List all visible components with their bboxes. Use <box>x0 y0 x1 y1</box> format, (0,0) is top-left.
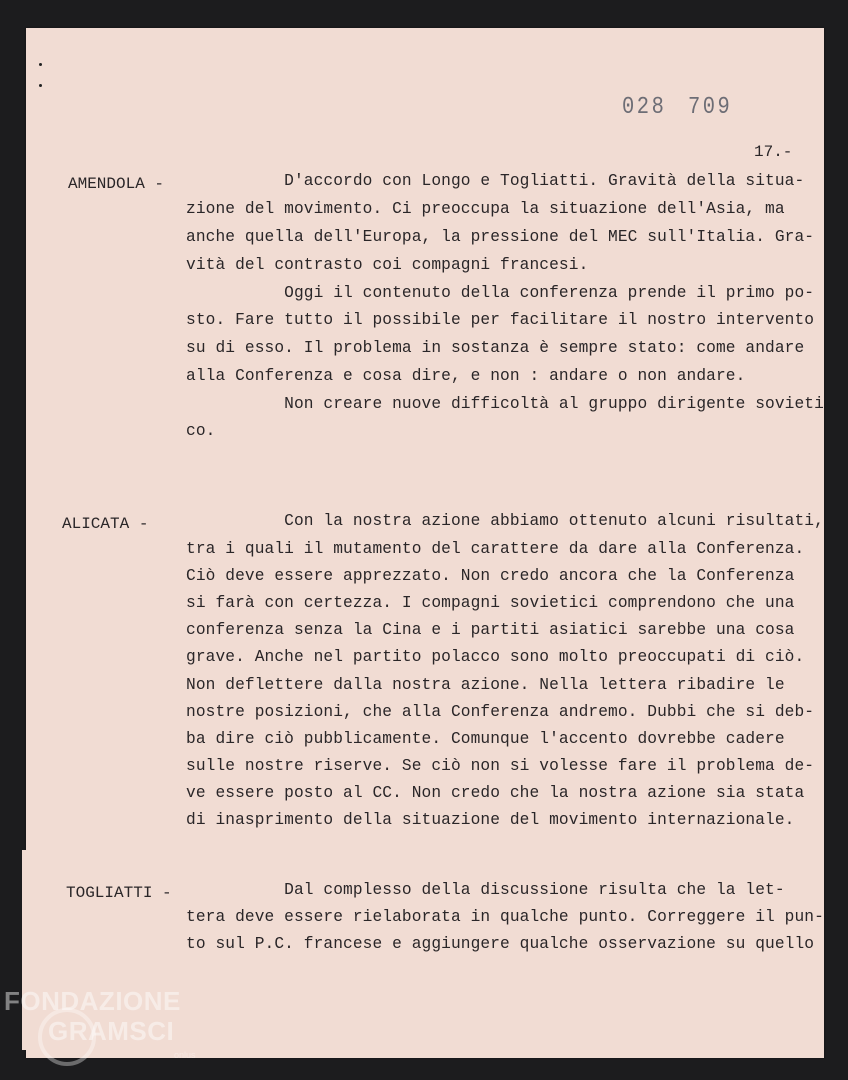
text-line: conferenza senza la Cina e i partiti asiatici sarebbe una cosa <box>186 621 795 639</box>
text-line: tera deve essere rielaborata in qualche punto. Correggere il pun- <box>186 908 824 926</box>
logo-line2: GRAMSCI <box>48 1016 175 1046</box>
text-line: vità del contrasto coi compagni francesi. <box>186 256 589 274</box>
text-line: co. <box>186 422 216 440</box>
text-line: D'accordo con Longo e Togliatti. Gravità della situa- <box>186 172 805 190</box>
text-line: Non creare nuove difficoltà al gruppo dirigente sovieti <box>186 395 824 413</box>
logo-line1: FONDAZIONE <box>4 986 181 1016</box>
text-line: Dal complesso della discussione risulta che la let- <box>186 881 785 899</box>
text-line: si farà con certezza. I compagni sovietici comprendono che una <box>186 594 795 612</box>
fondazione-gramsci-logo <box>4 986 181 1046</box>
logo-subtitle: onlus <box>174 1050 196 1060</box>
text-line: alla Conferenza e cosa dire, e non : andare o non andare. <box>186 367 746 385</box>
text-line: su di esso. Il problema in sostanza è sempre stato: come andare <box>186 339 805 357</box>
speaker-amendola: AMENDOLA - <box>68 175 165 193</box>
text-line: sto. Fare tutto il possibile per facilitare il nostro intervento <box>186 311 815 329</box>
text-line: anche quella dell'Europa, la pressione del MEC sull'Italia. Gra- <box>186 228 815 246</box>
logo-ring-icon <box>38 1008 96 1066</box>
text-line: to sul P.C. francese e aggiungere qualche osservazione su quello <box>186 935 815 953</box>
text-line: sulle nostre riserve. Se ciò non si volesse fare il problema de- <box>186 757 815 775</box>
text-line: zione del movimento. Ci preoccupa la situazione dell'Asia, ma <box>186 200 785 218</box>
text-line: nostre posizioni, che alla Conferenza andremo. Dubbi che si deb- <box>186 703 815 721</box>
margin-mark <box>39 84 42 87</box>
text-line: Oggi il contenuto della conferenza prende il primo po- <box>186 284 815 302</box>
text-line: Non deflettere dalla nostra azione. Nella lettera ribadire le <box>186 676 785 694</box>
text-line: tra i quali il mutamento del carattere da dare alla Conferenza. <box>186 540 805 558</box>
speaker-togliatti: TOGLIATTI - <box>66 884 172 902</box>
text-line: ve essere posto al CC. Non credo che la nostra azione sia stata <box>186 784 805 802</box>
text-line: Ciò deve essere apprezzato. Non credo ancora che la Conferenza <box>186 567 795 585</box>
text-line: grave. Anche nel partito polacco sono molto preoccupati di ciò. <box>186 648 805 666</box>
margin-mark <box>39 63 42 66</box>
page-number: 17.- <box>754 143 793 161</box>
text-line: Con la nostra azione abbiamo ottenuto alcuni risultati, <box>186 512 824 530</box>
archive-stamp: 028 709 <box>622 94 733 121</box>
text-line: ba dire ciò pubblicamente. Comunque l'accento dovrebbe cadere <box>186 730 785 748</box>
speaker-alicata: ALICATA - <box>62 515 149 533</box>
text-line: di inasprimento della situazione del movimento internazionale. <box>186 811 795 829</box>
